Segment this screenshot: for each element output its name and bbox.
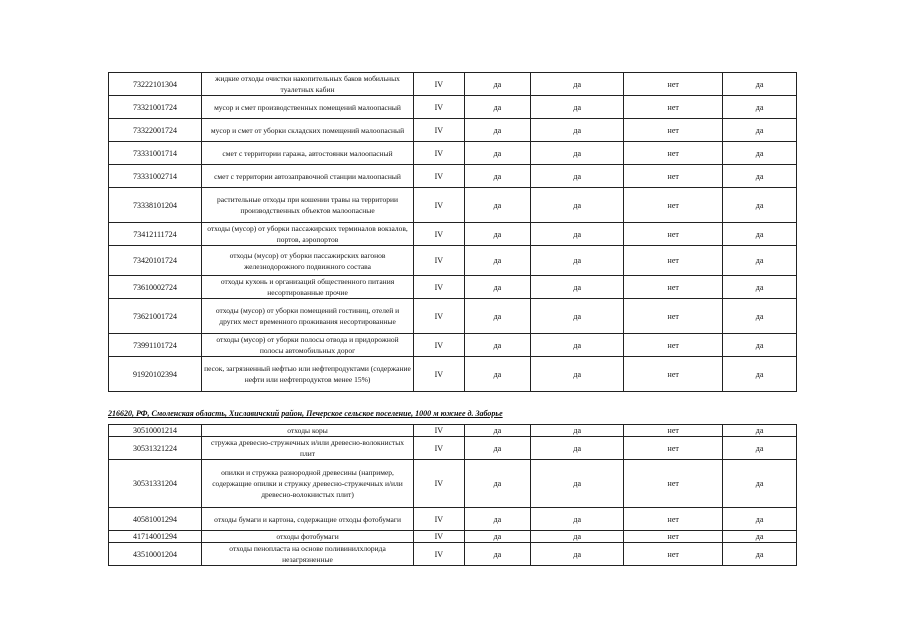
hazard-class-cell: IV [414,334,465,357]
col6-cell: нет [624,223,723,246]
col4-cell: да [464,334,531,357]
col4-cell: да [464,223,531,246]
col6-cell: нет [624,246,723,276]
col5-cell: да [531,188,624,223]
waste-name-cell: смет с территории автозаправочной станции малоопасный [201,165,413,188]
col7-cell: да [723,142,797,165]
waste-table-2-body [109,425,797,566]
col6-cell: нет [624,276,723,299]
waste-code-cell: 73321001724 [109,96,202,119]
col7-cell: да [723,460,797,508]
col7-cell: да [723,96,797,119]
col4-cell: да [464,188,531,223]
waste-code-cell: 30531331204 [109,460,202,508]
waste-code-cell: 73991101724 [109,334,202,357]
col4-cell: да [464,142,531,165]
waste-name-cell: отходы (мусор) от уборки полосы отвода и придорожной полосы автомобильных дорог [201,334,413,357]
waste-table-1-body [109,73,797,392]
hazard-class-cell: IV [414,531,465,543]
waste-name-cell: песок, загрязненный нефтью или нефтепродуктами (содержание нефти или нефтепродуктов менее 15%) [201,357,413,392]
col5-cell: да [531,437,624,460]
col5-cell: да [531,73,624,96]
waste-name-cell: отходы (мусор) от уборки пассажирских терминалов вокзалов, портов, аэропортов [201,223,413,246]
waste-code-cell: 40581001294 [109,508,202,531]
table-row [109,460,797,508]
waste-name-cell: опилки и стружка разнородной древесины (например, содержащие опилки и стружку древесно-стружечных и/или древесно-волокнистых плит) [201,460,413,508]
col4-cell: да [464,119,531,142]
waste-name-cell: жидкие отходы очистки накопительных баков мобильных туалетных кабин [201,73,413,96]
table-row [109,508,797,531]
waste-name-cell: отходы кухонь и организаций общественного питания несортированные прочие [201,276,413,299]
col5-cell: да [531,96,624,119]
col6-cell: нет [624,531,723,543]
table-row [109,276,797,299]
col4-cell: да [464,425,531,437]
col5-cell: да [531,223,624,246]
hazard-class-cell: IV [414,508,465,531]
col7-cell: да [723,165,797,188]
waste-table-1 [108,72,797,392]
hazard-class-cell: IV [414,246,465,276]
col7-cell: да [723,437,797,460]
col7-cell: да [723,357,797,392]
hazard-class-cell: IV [414,425,465,437]
col5-cell: да [531,425,624,437]
col7-cell: да [723,119,797,142]
col7-cell: да [723,246,797,276]
col5-cell: да [531,165,624,188]
col6-cell: нет [624,96,723,119]
waste-name-cell: мусор и смет производственных помещений малоопасный [201,96,413,119]
col6-cell: нет [624,188,723,223]
col5-cell: да [531,276,624,299]
hazard-class-cell: IV [414,276,465,299]
col4-cell: да [464,276,531,299]
col5-cell: да [531,508,624,531]
waste-code-cell: 91920102394 [109,357,202,392]
section-heading: 216620, РФ, Смоленская область, Хиславичский район, Печерское сельское поселение, 1000 м южнее д. Заборье [108,409,503,418]
waste-code-cell: 43510001204 [109,543,202,566]
col7-cell: да [723,188,797,223]
col4-cell: да [464,96,531,119]
waste-code-cell: 73412111724 [109,223,202,246]
waste-code-cell: 73610002724 [109,276,202,299]
waste-code-cell: 41714001294 [109,531,202,543]
col5-cell: да [531,531,624,543]
table-row [109,437,797,460]
col6-cell: нет [624,508,723,531]
waste-name-cell: растительные отходы при кошении травы на территории производственных объектов малоопасные [201,188,413,223]
col4-cell: да [464,165,531,188]
table-row [109,96,797,119]
waste-name-cell: отходы (мусор) от уборки пассажирских вагонов железнодорожного подвижного состава [201,246,413,276]
col4-cell: да [464,531,531,543]
col7-cell: да [723,223,797,246]
hazard-class-cell: IV [414,119,465,142]
col6-cell: нет [624,460,723,508]
col7-cell: да [723,73,797,96]
table-row [109,73,797,96]
waste-name-cell: отходы бумаги и картона, содержащие отходы фотобумаги [201,508,413,531]
col7-cell: да [723,508,797,531]
table-row [109,142,797,165]
table-row [109,425,797,437]
hazard-class-cell: IV [414,543,465,566]
col7-cell: да [723,299,797,334]
col6-cell: нет [624,142,723,165]
col4-cell: да [464,246,531,276]
hazard-class-cell: IV [414,165,465,188]
col6-cell: нет [624,437,723,460]
table-row [109,299,797,334]
waste-code-cell: 30510001214 [109,425,202,437]
col7-cell: да [723,531,797,543]
hazard-class-cell: IV [414,357,465,392]
waste-code-cell: 73222101304 [109,73,202,96]
waste-table-2 [108,424,797,566]
col4-cell: да [464,543,531,566]
hazard-class-cell: IV [414,460,465,508]
waste-code-cell: 30531321224 [109,437,202,460]
col7-cell: да [723,543,797,566]
col5-cell: да [531,357,624,392]
table-row [109,357,797,392]
col6-cell: нет [624,357,723,392]
col5-cell: да [531,543,624,566]
col5-cell: да [531,460,624,508]
hazard-class-cell: IV [414,437,465,460]
table-row [109,119,797,142]
waste-name-cell: стружка древесно-стружечных и/или древесно-волокнистых плит [201,437,413,460]
col4-cell: да [464,73,531,96]
hazard-class-cell: IV [414,223,465,246]
col6-cell: нет [624,334,723,357]
col6-cell: нет [624,543,723,566]
waste-name-cell: смет с территории гаража, автостоянки малоопасный [201,142,413,165]
table-row [109,334,797,357]
hazard-class-cell: IV [414,142,465,165]
waste-code-cell: 73322001724 [109,119,202,142]
hazard-class-cell: IV [414,299,465,334]
table-row [109,188,797,223]
col4-cell: да [464,437,531,460]
waste-code-cell: 73621001724 [109,299,202,334]
waste-name-cell: отходы фотобумаги [201,531,413,543]
col6-cell: нет [624,425,723,437]
col7-cell: да [723,334,797,357]
hazard-class-cell: IV [414,73,465,96]
col5-cell: да [531,246,624,276]
waste-code-cell: 73331002714 [109,165,202,188]
waste-code-cell: 73420101724 [109,246,202,276]
waste-code-cell: 73331001714 [109,142,202,165]
table-row [109,543,797,566]
table-row [109,246,797,276]
col6-cell: нет [624,73,723,96]
table-row [109,223,797,246]
col4-cell: да [464,299,531,334]
hazard-class-cell: IV [414,96,465,119]
hazard-class-cell: IV [414,188,465,223]
table-row [109,165,797,188]
col4-cell: да [464,357,531,392]
waste-name-cell: отходы пенопласта на основе поливинилхлорида незагрязненные [201,543,413,566]
col5-cell: да [531,334,624,357]
waste-name-cell: отходы коры [201,425,413,437]
table-row [109,531,797,543]
col5-cell: да [531,142,624,165]
waste-name-cell: отходы (мусор) от уборки помещений гостиниц, отелей и других мест временного проживания несортированные [201,299,413,334]
col5-cell: да [531,119,624,142]
col7-cell: да [723,276,797,299]
col4-cell: да [464,508,531,531]
col7-cell: да [723,425,797,437]
col5-cell: да [531,299,624,334]
waste-code-cell: 73338101204 [109,188,202,223]
col6-cell: нет [624,299,723,334]
col6-cell: нет [624,119,723,142]
waste-name-cell: мусор и смет от уборки складских помещений малоопасный [201,119,413,142]
col6-cell: нет [624,165,723,188]
col4-cell: да [464,460,531,508]
